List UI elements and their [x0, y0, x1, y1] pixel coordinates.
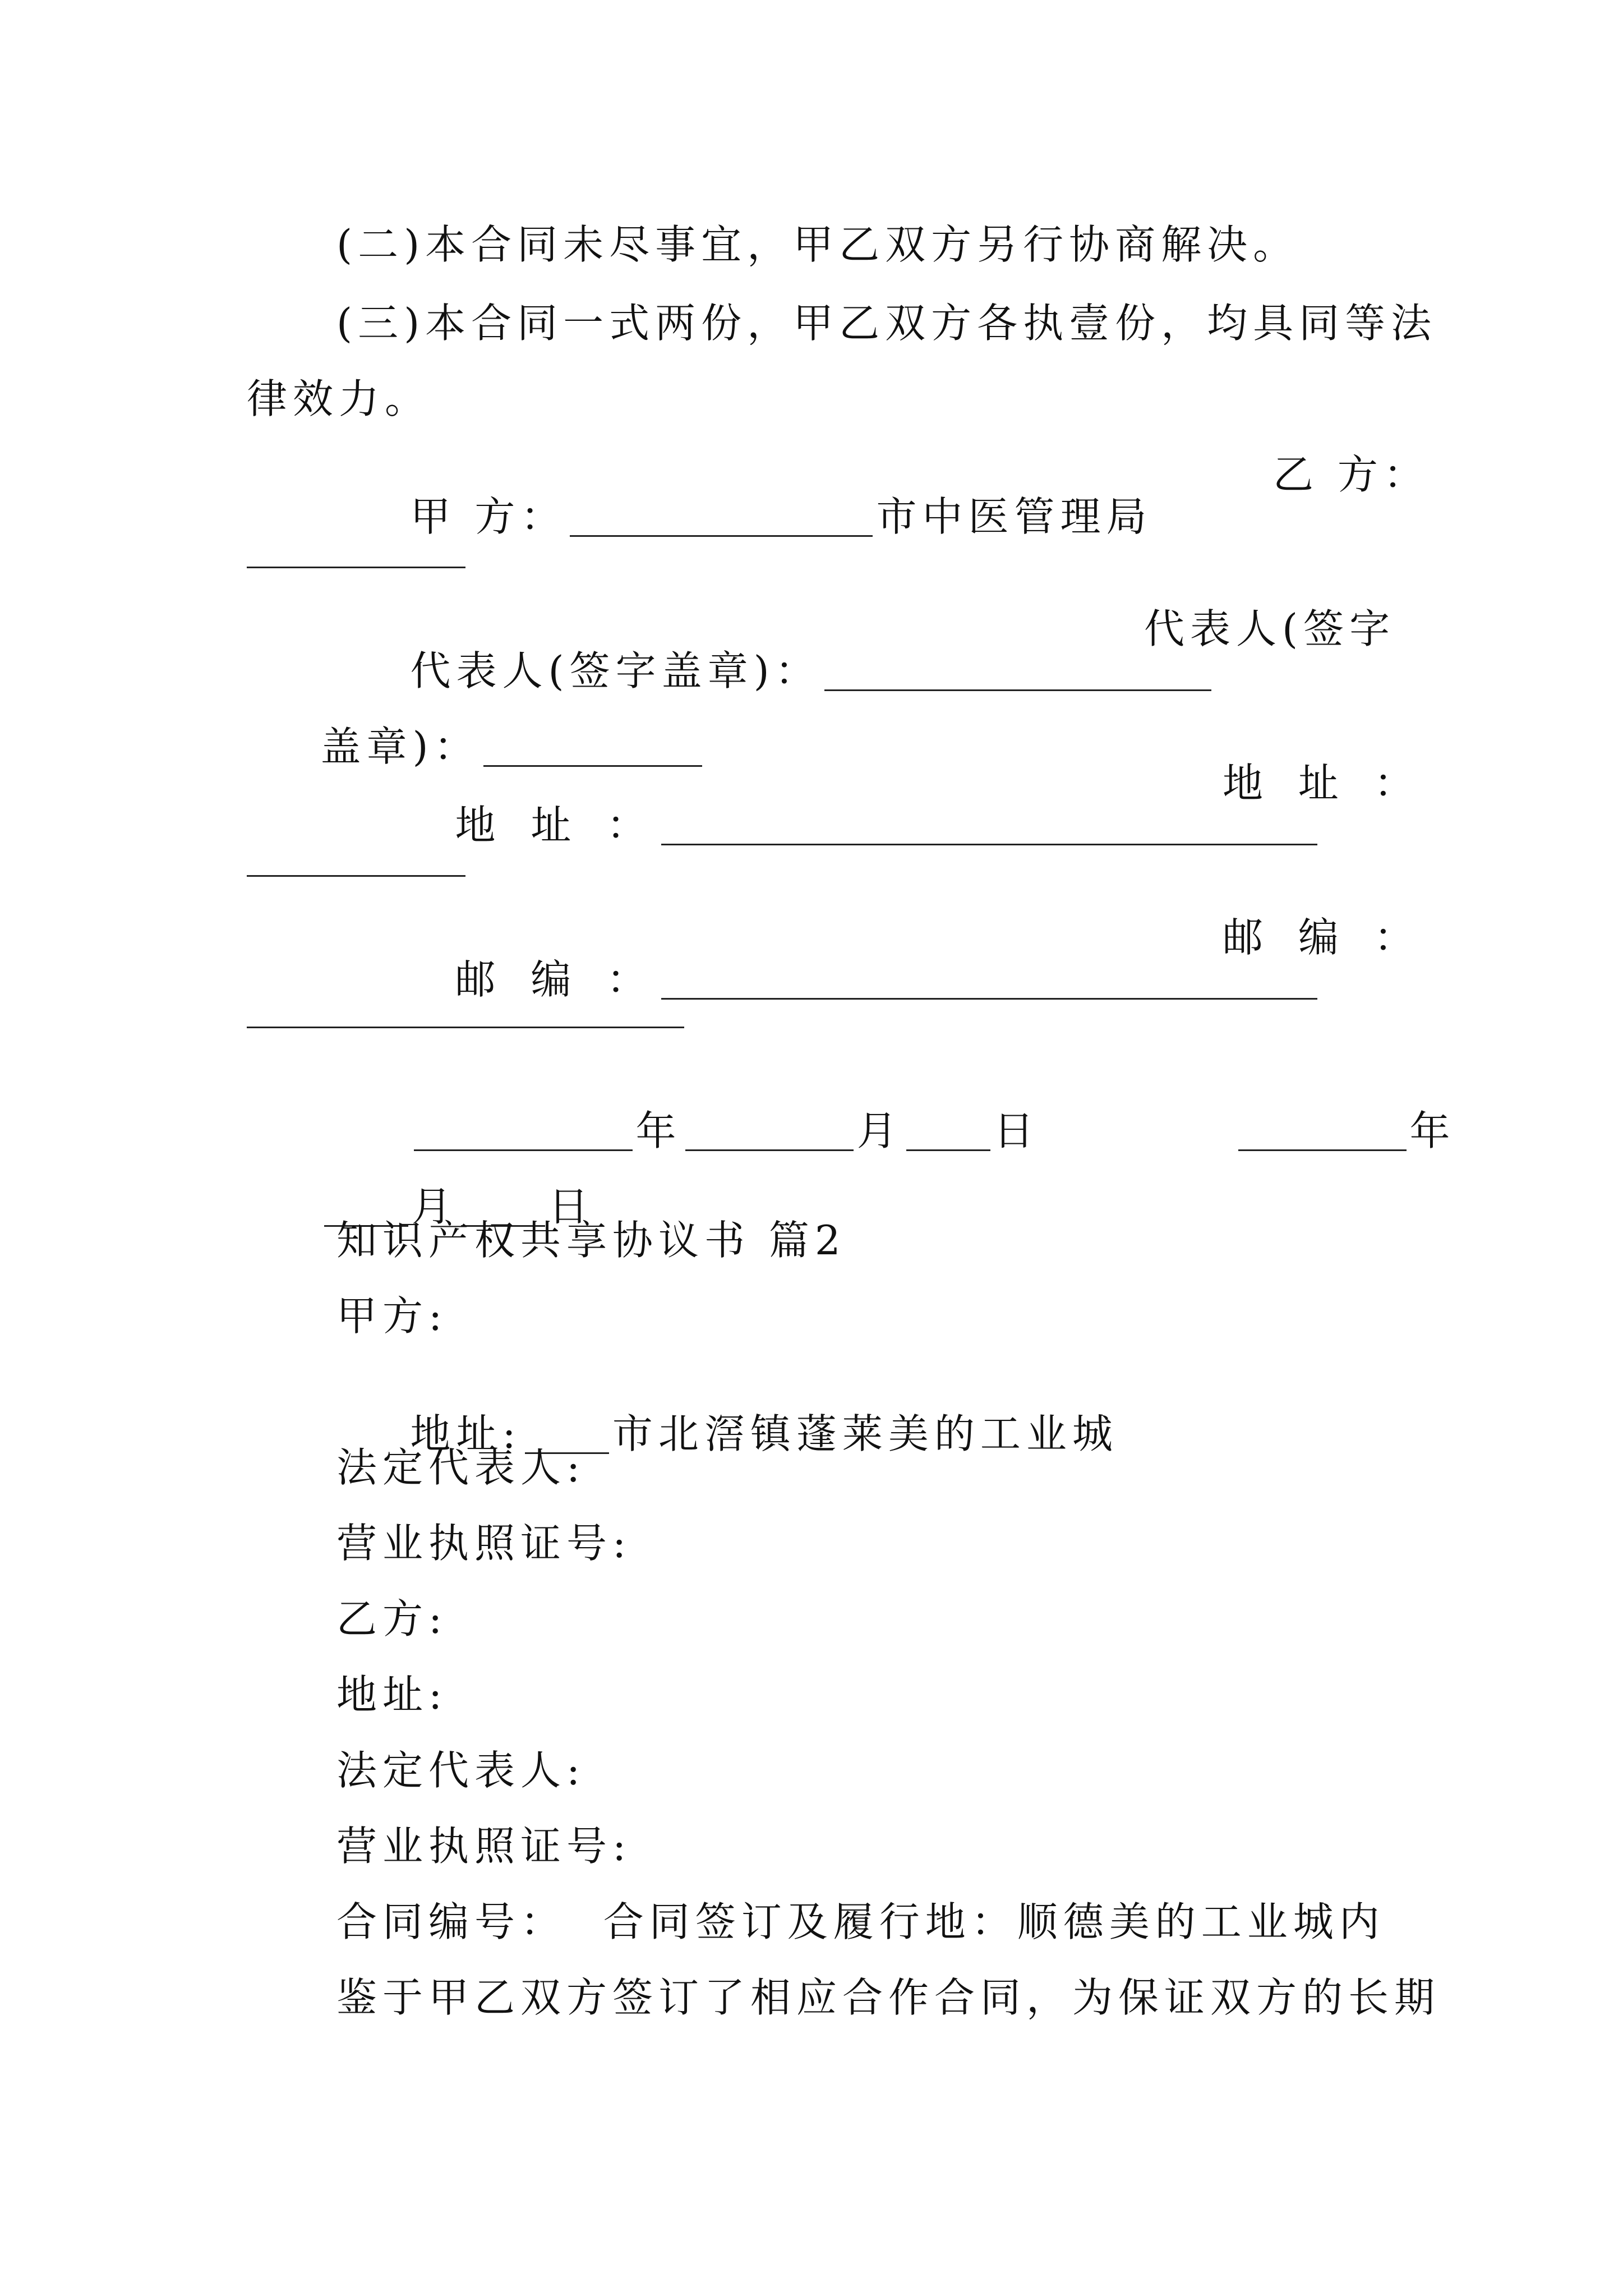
party-b-blank [247, 567, 465, 568]
day-a-blank [906, 1109, 990, 1151]
b-legal-rep: 法定代表人: [336, 1747, 586, 1794]
a-party: 甲方: [336, 1292, 448, 1340]
postcode-a-blank [661, 958, 1317, 1000]
day-b-label: 日 [548, 1183, 594, 1230]
month-b-label: 月 [411, 1183, 458, 1230]
contract-info: 合同编号： 合同签订及履行地：顺德美的工业城内 [336, 1898, 1385, 1945]
address-label-b: 地 址 ： [1223, 760, 1426, 807]
a-address-label: 地址: [410, 1410, 522, 1457]
clause-2: (二)本合同未尽事宜，甲乙双方另行协商解决。 [336, 221, 1299, 268]
party-a-blank [570, 495, 873, 537]
b-party: 乙方: [336, 1595, 448, 1642]
a-license: 营业执照证号: [336, 1520, 632, 1567]
party-b-label: 乙 方： [1273, 451, 1430, 498]
section-title: 知识产权共享协议书 篇2 [336, 1217, 846, 1264]
year-b-blank [1238, 1109, 1407, 1151]
clause-3-line-1: (三)本合同一式两份，甲乙双方各执壹份，均具同等法 [336, 300, 1437, 347]
address-b-blank [247, 875, 465, 877]
rep-label-b-line-1: 代表人(签字 [1144, 605, 1396, 652]
year-a-label: 年 [635, 1107, 682, 1154]
address-row [359, 763, 1321, 886]
postcode-row [359, 917, 1321, 1040]
party-a-row [336, 454, 1152, 577]
rep-a-blank [824, 649, 1211, 691]
a-legal-rep: 法定代表人: [336, 1444, 586, 1491]
year-b-label: 年 [1409, 1107, 1456, 1154]
day-a-label: 日 [993, 1107, 1040, 1154]
address-label-a: 地 址 ： [455, 802, 658, 849]
b-license: 营业执照证号: [336, 1823, 632, 1870]
postcode-label-b: 邮 编 ： [1223, 914, 1426, 961]
rep-label-a: 代表人(签字盖章)： [410, 647, 821, 694]
party-a-label: 甲 方： [410, 493, 567, 540]
preamble: 鉴于甲乙双方签订了相应合作合同，为保证双方的长期 [336, 1974, 1441, 2021]
party-a-name: 市中医管理局 [876, 493, 1152, 540]
month-a-blank [685, 1109, 854, 1151]
a-address-value: 市北滘镇蓬莱美的工业城 [612, 1410, 1118, 1457]
postcode-b-blank [247, 1027, 684, 1028]
b-address: 地址: [336, 1671, 448, 1718]
date-row-b-start [1161, 1069, 1456, 1191]
rep-b-blank [483, 725, 702, 767]
month-a-label: 月 [856, 1107, 903, 1154]
postcode-label-a: 邮 编 ： [455, 956, 658, 1003]
clause-3-line-2: 律效力。 [247, 375, 431, 422]
address-a-blank [661, 803, 1317, 845]
rep-label-b-cont: 盖章)： [320, 723, 480, 770]
